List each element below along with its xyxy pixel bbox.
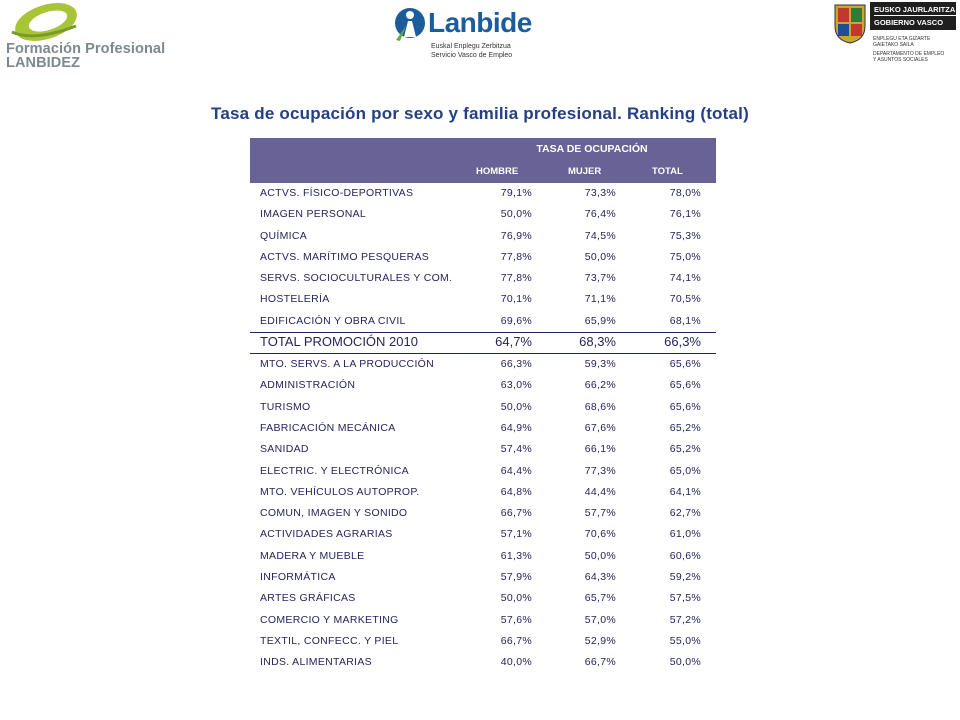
- cell-mujer: 57,7%: [584, 507, 616, 520]
- col-total: TOTAL: [652, 166, 683, 177]
- formacion-profesional-logo: [4, 2, 179, 72]
- cell-mujer: 50,0%: [584, 549, 616, 562]
- cell-total: 61,0%: [669, 528, 701, 541]
- row-label: ARTES GRÁFICAS: [260, 592, 356, 605]
- cell-total: 59,2%: [669, 571, 701, 584]
- table-row: [250, 503, 716, 524]
- table-row: [250, 183, 716, 204]
- table-row: [250, 439, 716, 460]
- cell-total: 64,1%: [669, 485, 701, 498]
- cell-mujer: 59,3%: [584, 358, 616, 371]
- cell-hombre: 64,4%: [500, 464, 532, 477]
- row-label: COMUN, IMAGEN Y SONIDO: [260, 507, 408, 520]
- lanbide-sub1: Euskal Enplegu Zerbitzua: [431, 43, 511, 50]
- cell-hombre: 57,4%: [500, 443, 532, 456]
- table-row: [250, 418, 716, 439]
- cell-hombre: 66,7%: [500, 634, 532, 647]
- row-label: MTO. SERVS. A LA PRODUCCIÓN: [260, 358, 435, 371]
- cell-total: 70,5%: [669, 293, 701, 306]
- cell-total: 65,6%: [669, 358, 701, 371]
- row-label: SANIDAD: [260, 443, 309, 456]
- cell-hombre: 64,8%: [500, 485, 532, 498]
- cell-mujer: 76,4%: [584, 208, 616, 221]
- cell-total: 60,6%: [669, 549, 701, 562]
- cell-total: 75,0%: [669, 250, 701, 263]
- cell-hombre: 40,0%: [500, 656, 532, 669]
- cell-mujer: 68,6%: [584, 400, 616, 413]
- cell-hombre: 76,9%: [500, 229, 532, 242]
- table-row: [250, 204, 716, 225]
- cell-mujer: 52,9%: [584, 634, 616, 647]
- cell-mujer: 64,3%: [584, 571, 616, 584]
- cell-mujer: 77,3%: [584, 464, 616, 477]
- cell-mujer: 65,9%: [584, 314, 616, 327]
- row-label: INDS. ALIMENTARIAS: [260, 656, 372, 669]
- cell-hombre: 63,0%: [500, 379, 532, 392]
- table-row: [250, 524, 716, 545]
- gobierno-vasco-logo: [832, 2, 958, 72]
- fp-line2: LANBIDEZ: [6, 55, 81, 71]
- cell-mujer: 67,6%: [584, 421, 616, 434]
- cell-total: 74,1%: [669, 272, 701, 285]
- gv-line2: GOBIERNO VASCO: [874, 18, 944, 27]
- total-row: [250, 332, 716, 354]
- cell-hombre: 77,8%: [500, 272, 532, 285]
- cell-hombre: 70,1%: [500, 293, 532, 306]
- cell-mujer: 70,6%: [584, 528, 616, 541]
- gv-dept2: GAIETAKO SAILA: [873, 42, 914, 48]
- row-label: IMAGEN PERSONAL: [260, 208, 367, 221]
- cell-total: 76,1%: [669, 208, 701, 221]
- row-label: SERVS. SOCIOCULTURALES Y COM.: [260, 272, 453, 285]
- cell-total: 78,0%: [669, 187, 701, 199]
- table-row: [250, 226, 716, 247]
- cell-hombre: 57,6%: [500, 613, 532, 626]
- table-row: [250, 289, 716, 310]
- cell-hombre: 50,0%: [500, 400, 532, 413]
- table-row: [250, 354, 716, 375]
- gv-dept3: DEPARTAMENTO DE EMPLEO: [873, 51, 945, 57]
- table-row: [250, 247, 716, 268]
- cell-total: 50,0%: [669, 656, 701, 669]
- row-label: QUÍMICA: [260, 229, 308, 242]
- row-label: TOTAL PROMOCIÓN 2010: [260, 334, 418, 350]
- row-label: TURISMO: [260, 400, 311, 413]
- cell-total: 62,7%: [669, 507, 701, 520]
- table-row: [250, 652, 716, 673]
- cell-hombre: 57,9%: [500, 571, 532, 584]
- lanbide-sub2: Servicio Vasco de Empleo: [431, 52, 513, 59]
- row-label: COMERCIO Y MARKETING: [260, 613, 399, 626]
- row-label: MTO. VEHÍCULOS AUTOPROP.: [260, 485, 420, 498]
- cell-mujer: 73,3%: [584, 187, 616, 199]
- cell-total: 65,6%: [669, 400, 701, 413]
- cell-total: 75,3%: [669, 229, 701, 242]
- row-label: HOSTELERÍA: [260, 293, 330, 306]
- cell-total: 65,2%: [669, 443, 701, 456]
- cell-hombre: 61,3%: [500, 549, 532, 562]
- row-label: TEXTIL, CONFECC. Y PIEL: [260, 634, 399, 647]
- row-label: EDIFICACIÓN Y OBRA CIVIL: [260, 314, 406, 327]
- table-body: [250, 183, 716, 674]
- gv-line1: EUSKO JAURLARITZA: [874, 5, 956, 14]
- table-row: [250, 461, 716, 482]
- table-row: [250, 397, 716, 418]
- cell-mujer: 57,0%: [584, 613, 616, 626]
- cell-hombre: 64,7%: [495, 334, 532, 350]
- cell-hombre: 57,1%: [500, 528, 532, 541]
- cell-hombre: 69,6%: [500, 314, 532, 327]
- cell-mujer: 66,2%: [584, 379, 616, 392]
- cell-total: 66,3%: [664, 334, 701, 350]
- cell-hombre: 77,8%: [500, 250, 532, 263]
- cell-mujer: 73,7%: [584, 272, 616, 285]
- cell-mujer: 66,1%: [584, 443, 616, 456]
- table-row: [250, 588, 716, 609]
- cell-total: 57,2%: [669, 613, 701, 626]
- lanbide-logo: [394, 4, 534, 64]
- occupancy-table: [250, 138, 716, 674]
- col-mujer: MUJER: [568, 166, 602, 177]
- cell-hombre: 64,9%: [500, 421, 532, 434]
- cell-hombre: 50,0%: [500, 592, 532, 605]
- cell-mujer: 65,7%: [584, 592, 616, 605]
- table-row: [250, 567, 716, 588]
- row-label: ACTIVIDADES AGRARIAS: [260, 528, 393, 541]
- row-label: INFORMÁTICA: [260, 571, 336, 584]
- cell-total: 65,0%: [669, 464, 701, 477]
- cell-hombre: 66,7%: [500, 507, 532, 520]
- table-row: [250, 375, 716, 396]
- gv-dept4: Y ASUNTOS SOCIALES: [873, 57, 928, 63]
- table-row: [250, 610, 716, 631]
- row-label: ELECTRIC. Y ELECTRÓNICA: [260, 464, 409, 477]
- table-header-title: TASA DE OCUPACIÓN: [536, 143, 648, 155]
- coat-of-arms-icon: [832, 2, 868, 44]
- table-row: [250, 268, 716, 289]
- table-row: [250, 546, 716, 567]
- cell-total: 55,0%: [669, 634, 701, 647]
- page-title: Tasa de ocupación por sexo y familia profesional. Ranking (total): [211, 104, 749, 123]
- table-row: [250, 482, 716, 503]
- fp-line1: Formación Profesional: [6, 41, 166, 57]
- table-row: [250, 311, 716, 332]
- row-label: ACTVS. FÍSICO-DEPORTIVAS: [260, 187, 414, 199]
- cell-total: 57,5%: [669, 592, 701, 605]
- row-label: FABRICACIÓN MECÁNICA: [260, 421, 396, 434]
- cell-mujer: 44,4%: [584, 485, 616, 498]
- cell-hombre: 79,1%: [500, 187, 532, 199]
- cell-mujer: 68,3%: [579, 334, 616, 350]
- lanbide-figure-icon: [394, 6, 426, 44]
- cell-hombre: 66,3%: [500, 358, 532, 371]
- cell-mujer: 66,7%: [584, 656, 616, 669]
- cell-mujer: 74,5%: [584, 229, 616, 242]
- table-row: [250, 631, 716, 652]
- gv-dept1: ENPLEGU ETA GIZARTE: [873, 36, 931, 42]
- cell-total: 68,1%: [669, 314, 701, 327]
- table-header: [250, 138, 716, 183]
- row-label: MADERA Y MUEBLE: [260, 549, 365, 562]
- row-label: ACTVS. MARÍTIMO PESQUERAS: [260, 250, 430, 263]
- cell-total: 65,2%: [669, 421, 701, 434]
- row-label: ADMINISTRACIÓN: [260, 379, 356, 392]
- cell-mujer: 71,1%: [584, 293, 616, 306]
- lanbide-wordmark: Lanbide: [428, 7, 532, 38]
- cell-mujer: 50,0%: [584, 250, 616, 263]
- cell-total: 65,6%: [669, 379, 701, 392]
- fp-leaf-icon: [4, 2, 84, 44]
- cell-hombre: 50,0%: [500, 208, 532, 221]
- col-hombre: HOMBRE: [476, 166, 519, 177]
